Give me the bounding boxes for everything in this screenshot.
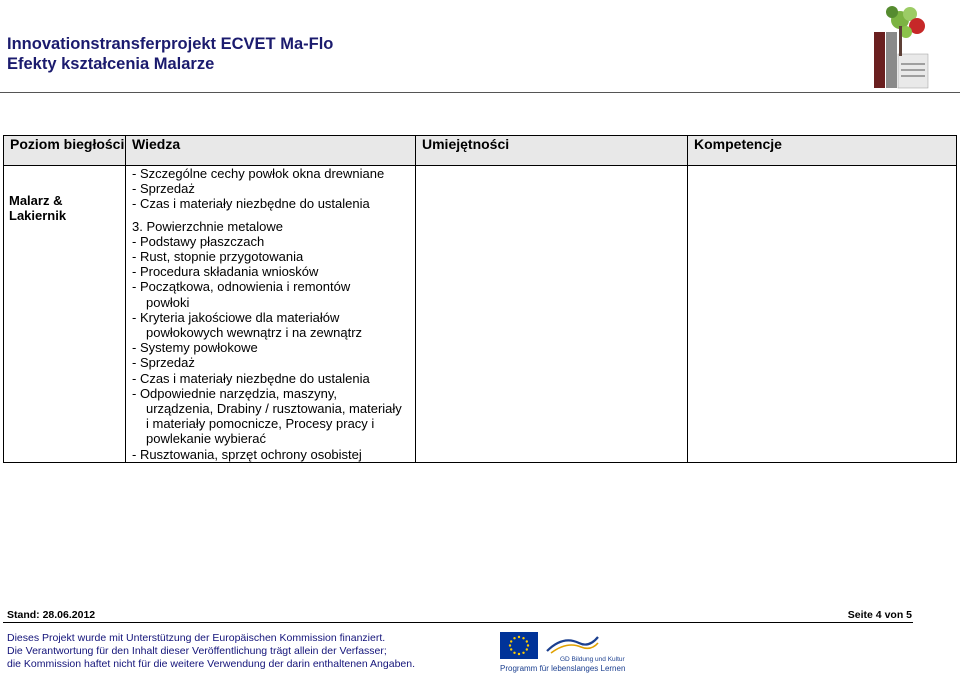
learning-outcomes-table — [3, 135, 957, 463]
knowledge-item: - Kryteria jakościowe dla materiałów — [132, 309, 340, 325]
competences-cell — [688, 166, 957, 463]
disclaimer-line2: Die Verantwortung für den Inhalt dieser Veröffentlichung trägt allein der Verfasser; — [7, 645, 387, 657]
knowledge-item: - Czas i materiały niezbędne do ustalenia — [132, 196, 370, 212]
column-header-level: Poziom biegłości — [4, 136, 126, 166]
table-row — [4, 166, 957, 463]
table-header-row — [4, 136, 957, 166]
page-number: Seite 4 von 5 — [847, 609, 912, 621]
column-header-knowledge: Wiedza — [126, 136, 416, 166]
level-line1: Malarz & — [9, 193, 63, 208]
lifelong-learning-logo — [545, 633, 600, 655]
disclaimer-line1: Dieses Projekt wurde mit Unterstützung der Europäischen Kommission finanziert. — [7, 632, 386, 644]
column-header-competences: Kompetencje — [688, 136, 957, 166]
knowledge-item: - Rusztowania, sprzęt ochrony osobistej — [132, 446, 362, 462]
knowledge-item: - Sprzedaż — [132, 355, 195, 371]
knowledge-section-title: 3. Powierzchnie metalowe — [132, 218, 284, 234]
gd-bildung-label: GD Bildung und Kultur — [560, 656, 625, 663]
document-header — [7, 34, 333, 74]
knowledge-item: - Podstawy płaszczach — [132, 233, 265, 249]
knowledge-item: - Odpowiednie narzędzia, maszyny, — [132, 385, 337, 401]
knowledge-item-continuation: powłokowych wewnątrz i na zewnątrz — [146, 325, 363, 341]
header-divider — [0, 92, 960, 93]
skills-cell — [416, 166, 688, 463]
knowledge-item: - Rust, stopnie przygotowania — [132, 249, 304, 265]
knowledge-item-continuation: i materiały pomocnicze, Procesy pracy i — [146, 416, 375, 432]
knowledge-item: - Szczególne cechy powłok okna drewniane — [132, 166, 385, 181]
knowledge-item-continuation: powlekanie wybierać — [146, 431, 266, 447]
knowledge-item: - Sprzedaż — [132, 181, 195, 197]
knowledge-item: - Początkowa, odnowienia i remontów — [132, 279, 351, 295]
stand-date: Stand: 28.06.2012 — [7, 609, 96, 621]
eu-disclaimer — [7, 632, 415, 671]
knowledge-item: - Procedura składania wniosków — [132, 264, 319, 280]
knowledge-item-continuation: urządzenia, Drabiny / rusztowania, materiały — [146, 401, 402, 417]
header-title-line2: Efekty kształcenia Malarze — [7, 55, 215, 73]
footer-divider — [3, 622, 913, 623]
disclaimer-line3: die Kommission haftet nicht für die weitere Verwendung der darin enthaltenen Angaben. — [7, 658, 416, 670]
ecvet-ma-flo-logo — [870, 2, 932, 90]
knowledge-item: - Czas i materiały niezbędne do ustalenia — [132, 370, 370, 386]
knowledge-item: - Systemy powłokowe — [132, 340, 258, 356]
knowledge-cell — [126, 166, 416, 463]
knowledge-item-continuation: powłoki — [146, 294, 190, 310]
eu-flag-icon — [500, 632, 538, 659]
program-label: Programm für lebenslanges Lernen — [500, 664, 626, 673]
column-header-skills: Umiejętności — [416, 136, 688, 166]
level-cell — [4, 166, 126, 463]
level-line2: Lakiernik — [9, 208, 67, 224]
header-title-line1: Innovationstransferprojekt ECVET Ma-Flo — [7, 35, 334, 53]
